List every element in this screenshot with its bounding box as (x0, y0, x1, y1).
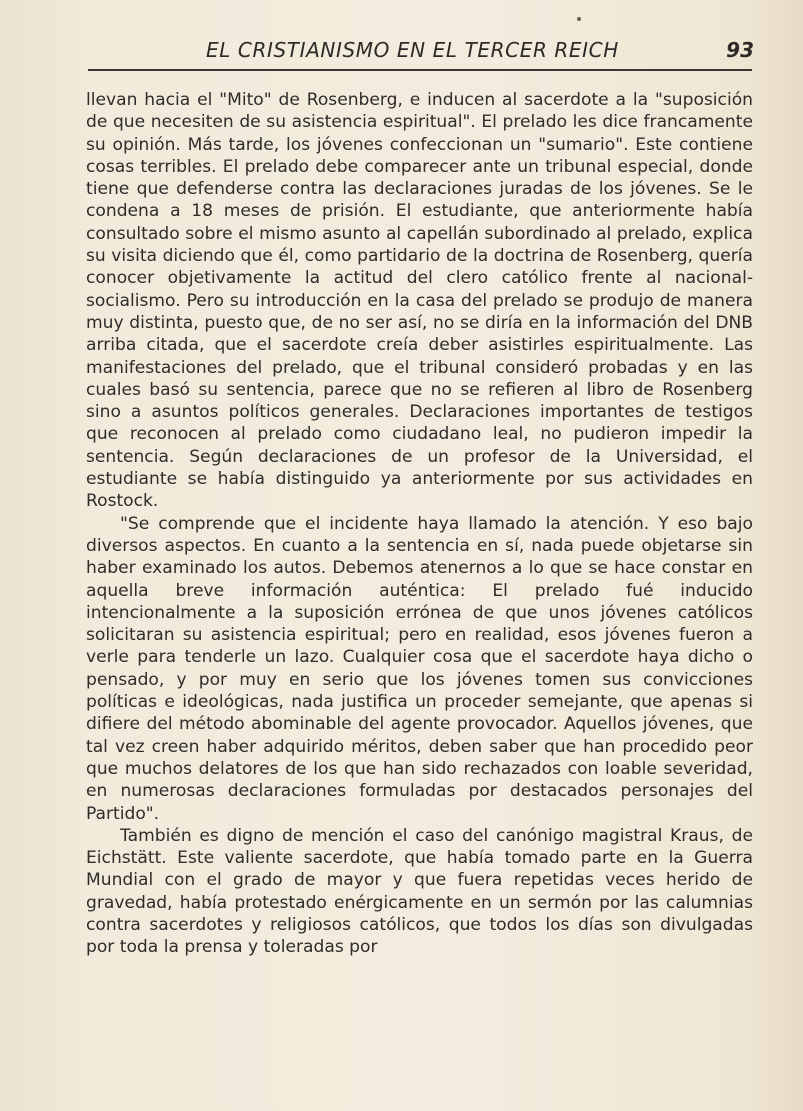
paragraph-3: También es digno de mención el caso del canónigo magistral Kraus, de Eichstätt. Este valiente sacerdote, que había tomado parte en la Guerra Mundial con el grado de mayor y que fuera repetidas veces herido de gravedad, había protestado enérgicamente en un sermón por las calumnias contra sacerdotes y religiosos católicos, que todos los días son divulgadas por toda la prensa y toleradas por (86, 825, 753, 958)
running-title: EL CRISTIANISMO EN EL TERCER REICH (206, 38, 619, 62)
paragraph-1: llevan hacia el "Mito" de Rosenberg, e inducen al sacerdote a la "suposición de que necesiten de su asistencia espiritual". El prelado les dice francamente su opinión. Más tarde, los jóvenes confeccionan un "sumario". Este contiene cosas terribles. El prelado debe comparecer ante un tribunal especial, donde tiene que defenderse contra las declaraciones juradas de los jóvenes. Se le condena a 18 meses de prisión. El estudiante, que anteriormente había consultado sobre el mismo asunto al capellán subordinado al prelado, explica su visita diciendo que él, como partidario de la doctrina de Rosenberg, quería conocer objetivamente la actitud del clero católico frente al nacional-socialismo. Pero su introducción en la casa del prelado se produjo de manera muy distinta, puesto que, de no ser así, no se diría en la información del DNB arriba citada, que el sacerdote creía deber asistirles espiritualmente. Las manifestaciones del prelado, que el tribunal consideró probadas y en las cuales basó su sentencia, parece que no se refieren al libro de Rosenberg sino a asuntos políticos generales. Declaraciones importantes de testigos que reconocen al prelado como ciudadano leal, no pudieron impedir la sentencia. Según declaraciones de un profesor de la Universidad, el estudiante se había distinguido ya anteriormente por sus actividades en Rostock. (86, 90, 753, 512)
body-text (86, 89, 753, 959)
header-rule (88, 69, 752, 71)
paragraph-2: "Se comprende que el incidente haya llamado la atención. Y eso bajo diversos aspectos. En cuanto a la sentencia en sí, nada puede objetarse sin haber examinado los autos. Debemos atenernos a lo que se hace constar en aquella breve información auténtica: El prelado fué inducido intencionalmente a la suposición errónea de que unos jóvenes católicos solicitaran su asistencia espiritual; pero en realidad, esos jóvenes fueron a verle para tenderle un lazo. Cualquier cosa que el sacerdote haya dicho o pensado, y por muy en serio que los jóvenes tomen sus convicciones políticas e ideológicas, nada justifica un proceder semejante, que apenas si difiere del método abominable del agente provocador. Aquellos jóvenes, que tal vez creen haber adquirido méritos, deben saber que han procedido peor que muchos delatores de los que han sido rechazados con loable severidad, en numerosas declaraciones formuladas por destacados personajes del Partido". (86, 513, 753, 824)
page-header (88, 38, 754, 66)
page-number: 93 (726, 38, 754, 62)
ink-speck (577, 17, 581, 21)
